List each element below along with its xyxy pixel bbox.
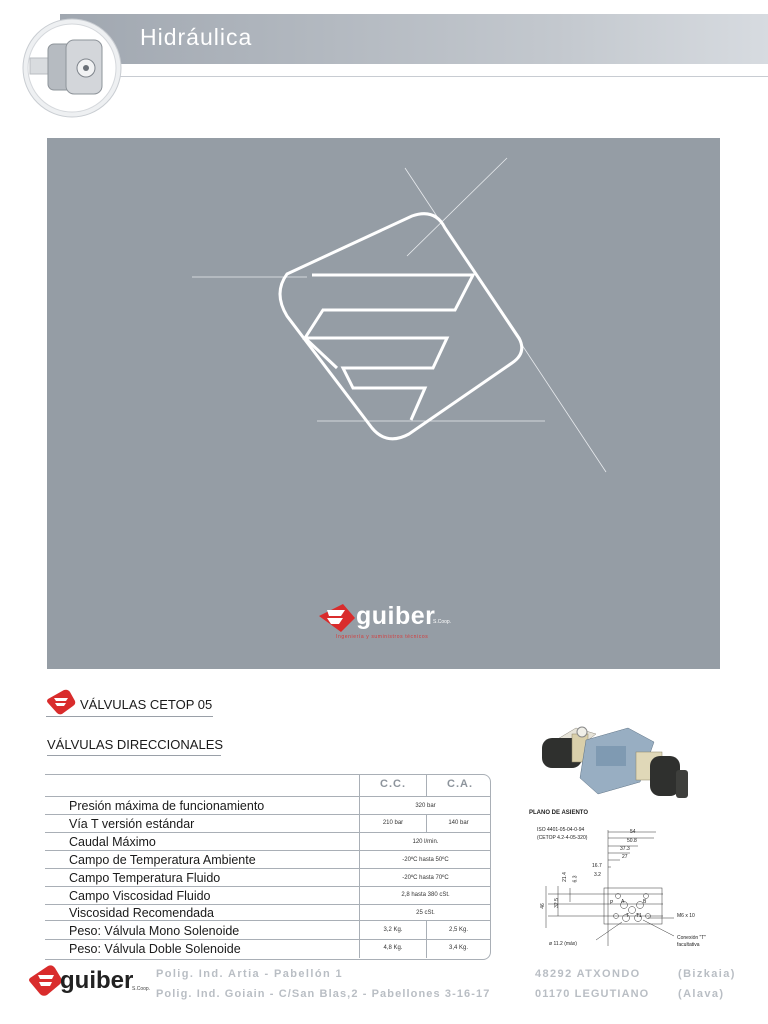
plano-title: PLANO DE ASIENTO <box>529 810 589 816</box>
brand-mark-outline <box>280 214 522 439</box>
table-cell: 120 l/min. <box>412 839 439 845</box>
brand-tagline: Ingeniería y suministros técnicos <box>336 634 429 640</box>
port-label: T <box>626 913 630 919</box>
page-title: Hidráulica <box>140 24 253 50</box>
table-header-divider <box>45 796 490 797</box>
company-logo <box>319 604 355 632</box>
port-label: T1 <box>636 913 642 919</box>
brand-name: guiber <box>356 602 436 630</box>
brand-suffix: S.Coop. <box>433 619 452 625</box>
dim-label: 37.3 <box>620 846 630 852</box>
row-label: Peso: Válvula Doble Solenoide <box>69 942 241 956</box>
row-label: Peso: Válvula Mono Solenoide <box>69 924 240 938</box>
construction-lines <box>192 158 606 472</box>
table-cell: -20ºC hasta 50ºC <box>402 857 449 863</box>
subtitle-underline <box>47 755 221 756</box>
dim-label: 32.5 <box>553 898 560 908</box>
table-row-divider <box>45 850 490 851</box>
table-cell: 140 bar <box>448 820 469 826</box>
plano-cetop: (CETOP 4.2-4-05-320) <box>537 835 588 841</box>
dim-label: 27 <box>622 854 628 860</box>
section-subtitle: VÁLVULAS DIRECCIONALES <box>47 737 224 752</box>
row-label: Campo de Temperatura Ambiente <box>69 853 256 867</box>
dim-label: 46 <box>539 903 546 909</box>
table-row-divider <box>45 886 490 887</box>
footer-street-2: Polig. Ind. Goiain - C/San Blas,2 - Pabellones 3-16-17 <box>156 988 491 1000</box>
dim-label: 3.2 <box>594 872 601 878</box>
table-row-divider <box>45 920 490 921</box>
mounting-drawing <box>518 806 728 956</box>
footer-region-2: (Alava) <box>678 988 725 1000</box>
plano-iso: ISO 4401-05-04-0-94 <box>537 827 585 833</box>
table-cell: 25 cSt. <box>416 910 435 916</box>
section-underline <box>46 716 213 717</box>
column-header-cc: C.C. <box>380 778 406 790</box>
dim-label: 16.7 <box>592 863 602 869</box>
dim-label: 50.8 <box>627 838 637 844</box>
table-cell: 2,5 Kg. <box>448 927 468 933</box>
port-label: P <box>610 900 614 906</box>
footer-city-1: 48292 ATXONDO <box>535 968 641 980</box>
footer-brand-suffix: S.Coop. <box>132 986 151 992</box>
footer-street-1: Polig. Ind. Artia - Pabellón 1 <box>156 968 344 980</box>
table-row-divider <box>45 939 490 940</box>
table-cell: 3,4 Kg. <box>448 945 468 951</box>
table-row-divider <box>45 904 490 905</box>
table-cell: 210 bar <box>382 820 404 826</box>
table-cell: 320 bar <box>415 803 436 809</box>
footer-brand-name: guiber <box>60 967 134 994</box>
dim-label: 54 <box>630 829 636 835</box>
valve-product-image <box>536 722 696 815</box>
plano-facultativa: facultativa <box>677 942 700 948</box>
hydraulic-pump-icon <box>22 18 122 118</box>
row-label: Presión máxima de funcionamiento <box>69 799 265 813</box>
table-cell: 3,2 Kg. <box>383 927 403 933</box>
plano-diameter: ø 11.2 (máx) <box>549 941 577 947</box>
hero-image <box>47 138 720 669</box>
plano-conexion: Conexión "T" <box>677 935 707 941</box>
header-divider <box>120 76 768 77</box>
table-row-divider <box>45 814 490 815</box>
port-label: A <box>621 899 625 905</box>
dim-label: 21.4 <box>561 872 568 882</box>
footer-region-1: (Bizkaia) <box>678 968 736 980</box>
row-label: Campo Temperatura Fluido <box>69 871 221 885</box>
row-label: Caudal Máximo <box>69 835 156 849</box>
table-cell: 4,8 Kg. <box>383 945 403 951</box>
row-label: Vía T versión estándar <box>69 817 195 831</box>
table-row-divider <box>45 868 490 869</box>
footer-city-2: 01170 LEGUTIANO <box>535 988 650 1000</box>
plano-thread: M6 x 10 <box>677 913 695 919</box>
row-label: Campo Viscosidad Fluido <box>69 889 211 903</box>
port-label: B <box>643 899 647 905</box>
section-title: VÁLVULAS CETOP 05 <box>80 697 213 712</box>
dim-label: 6.3 <box>572 875 579 883</box>
table-cell: -20ºC hasta 70ºC <box>402 875 449 881</box>
row-label: Viscosidad Recomendada <box>69 906 215 920</box>
table-row-divider <box>45 832 490 833</box>
table-cell: 2,8 hasta 380 cSt. <box>401 892 450 898</box>
column-header-ca: C.A. <box>447 778 473 790</box>
